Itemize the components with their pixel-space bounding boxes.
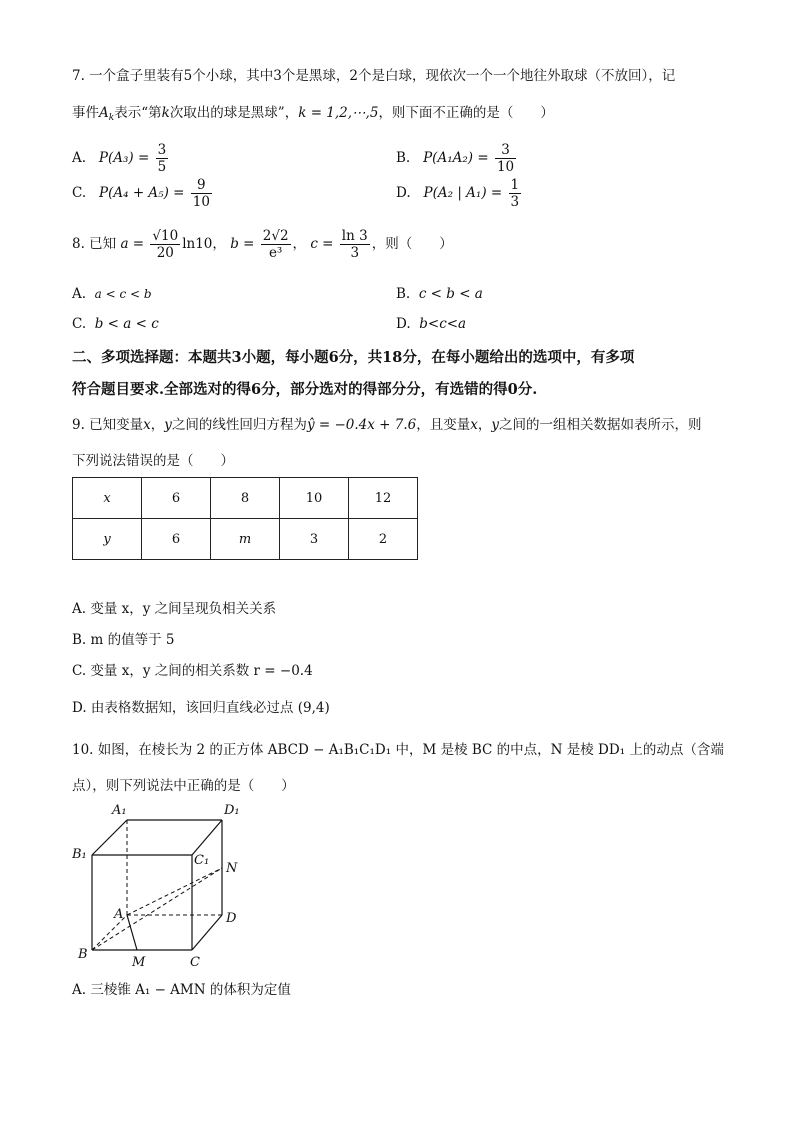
q7-option-a [72,142,170,175]
label-c: C [190,955,200,970]
fraction [191,177,212,210]
edge-b1a1 [92,820,127,855]
q7-line2 [72,103,554,128]
numerator: √10 [152,228,179,244]
table-cell: 2 [349,519,418,560]
denominator: 5 [157,159,167,175]
denominator: 3 [350,245,360,261]
table-cell: 8 [211,478,280,519]
q9-option-d: D. 由表格数据知，该回归直线必过点 (9,4) [72,700,330,716]
numerator: 3 [495,142,516,159]
numerator: 3 [157,142,167,158]
table-row [73,519,418,560]
table-row [73,478,418,519]
q9-text: 之间的线性回归方程为 [171,417,307,433]
numerator: 9 [191,177,212,194]
q9-var: y [164,417,172,433]
table-cell: 12 [349,478,418,519]
table-cell: y [73,519,142,560]
q8-b-lhs: b = [230,236,255,252]
table-cell: 3 [280,519,349,560]
q7-option-d [396,177,523,210]
q8-stem [72,228,453,261]
option-text: c < b < a [418,286,483,302]
numerator: 2√2 [262,228,289,244]
q8-option-a [72,286,152,302]
q9-text: 9. 已知变量 [72,417,144,433]
q9-text: ， [477,417,492,433]
denominator: e³ [268,245,283,261]
q7-text: 表示“第 [114,105,162,121]
option-label: D. [396,185,411,201]
q7-line1: 7. 一个盒子里装有5个小球，其中3个是黑球，2个是白球，现依次一个一个地往外取球（不放回），记 [72,68,676,84]
q9-text: ， [150,417,165,433]
label-n: N [226,861,238,876]
option-text: b<c<a [419,316,467,332]
label-b: B [78,947,88,962]
edge-dc [192,915,222,950]
q9-var: x [470,417,478,433]
q9-var: x [143,417,151,433]
q10-line1: 10. 如图，在棱长为 2 的正方体 ABCD − A₁B₁C₁D₁ 中，M 是棱 BC 的中点，N 是棱 DD₁ 上的动点（含端 [72,742,724,758]
q9-equation: ŷ = −0.4x + 7.6 [306,417,417,433]
q9-option-c: C. 变量 x，y 之间的相关系数 r = −0.4 [72,663,313,679]
denominator: 3 [510,194,520,210]
denominator: 20 [156,245,174,261]
q8-text: 8. 已知 [72,236,117,252]
q8-text: ，则（ ） [371,236,453,252]
q7-sub: k [108,113,115,123]
section-header-line2: 符合题目要求.全部选对的得6分，部分选对的得部分分，有选错的得0分. [72,381,538,398]
label-b1: B₁ [72,847,87,862]
q9-text: ，且变量 [416,417,471,433]
fraction [150,228,180,261]
segment-am [127,915,137,950]
q10-option-a: A. 三棱锥 A₁ − AMN 的体积为定值 [72,982,291,998]
q8-option-d [396,316,466,332]
q10-line2: 点），则下列说法中正确的是（ ） [72,778,295,794]
q8-text: ， [292,236,307,252]
edge-d1c1 [192,820,222,855]
q7-var: A [99,105,109,121]
fraction [509,177,522,210]
option-label: B. [396,286,411,302]
fraction [156,142,169,175]
table-cell: x [73,478,142,519]
option-expr: P(A₁A₂) = [423,150,489,166]
q9-option-a: A. 变量 x，y 之间呈现负相关关系 [72,601,277,617]
label-c1: C₁ [194,853,210,868]
q9-data-table [72,477,418,560]
option-label: A. [72,286,87,302]
q9-var: y [491,417,499,433]
q7-text: ，则下面不正确的是（ ） [378,105,554,121]
denominator: 10 [496,159,515,175]
option-expr: P(A₂ | A₁) = [423,185,503,201]
table-cell: 6 [142,478,211,519]
q7-option-b [396,142,518,175]
q9-text: 之间的一组相关数据如表所示，则 [498,417,702,433]
q8-text: ln10， [182,236,226,252]
q8-option-c [72,316,159,332]
q8-c-lhs: c = [310,236,334,252]
label-d1: D₁ [224,803,240,818]
numerator: ln 3 [341,228,368,244]
q7-text: 事件 [72,105,99,121]
numerator: 1 [510,177,520,193]
option-label: C. [72,316,87,332]
option-text: b < a < c [94,316,159,332]
q8-option-b [396,286,483,302]
q9-line2: 下列说法错误的是（ ） [72,453,234,469]
fraction [340,228,370,261]
option-label: B. [396,150,411,166]
fraction [495,142,516,175]
table-cell: 10 [280,478,349,519]
option-text: a < c < b [94,287,152,301]
q7-text: 次取出的球是黑球”， [169,105,299,121]
q7-krange: k = 1,2,⋯,5 [298,105,379,121]
q8-a-lhs: a = [120,236,145,252]
option-expr: P(A₄ + A₅) = [99,185,185,201]
label-a: A [114,907,124,922]
denominator: 10 [192,194,210,210]
q7-option-c [72,177,214,210]
section-header-line1: 二、多项选择题：本题共3小题，每小题6分，共18分，在每小题给出的选项中，有多项 [72,349,635,366]
label-a1: A₁ [112,803,127,818]
q9-option-b: B. m 的值等于 5 [72,632,175,648]
label-d: D [226,911,237,926]
cube-figure [72,800,252,975]
label-m: M [132,955,146,970]
option-label: C. [72,185,87,201]
option-expr: P(A₃) = [98,150,150,166]
table-cell: 6 [142,519,211,560]
q7-var: k [161,105,170,121]
option-label: D. [396,316,411,332]
hidden-segment-an [127,868,222,915]
fraction [261,228,291,261]
q9-line1 [72,415,701,435]
table-cell: m [211,519,280,560]
option-label: A. [72,150,87,166]
